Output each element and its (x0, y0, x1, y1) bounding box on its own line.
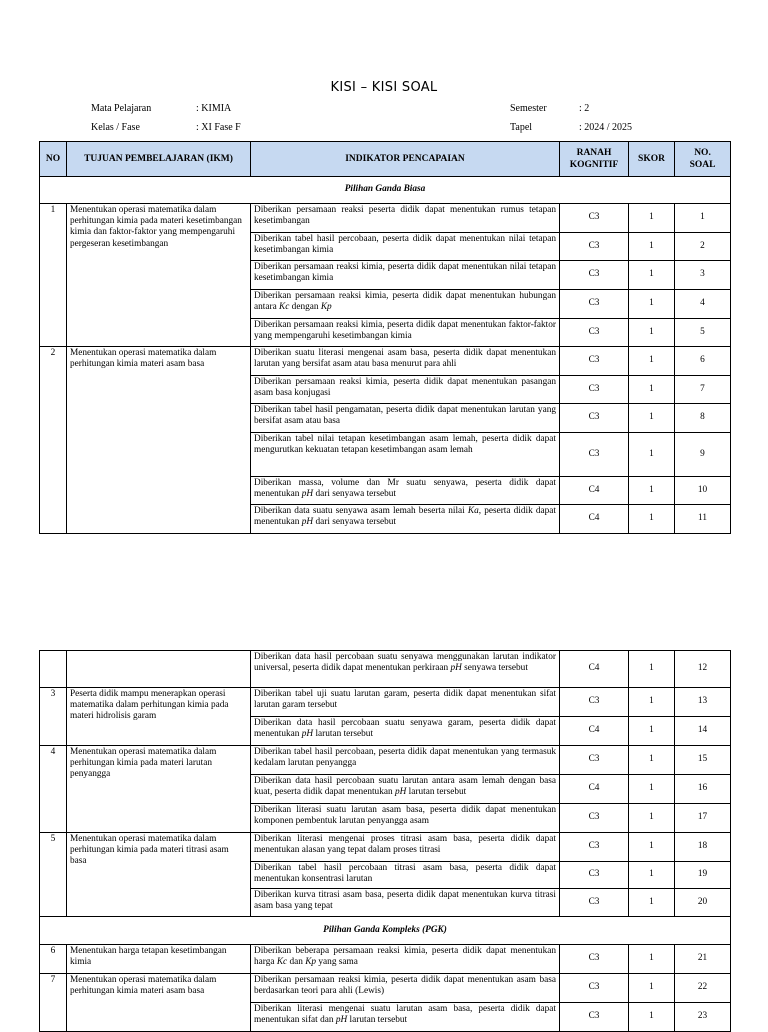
tujuan-number: 2 (40, 347, 67, 534)
semester-value: : 2 (579, 103, 590, 114)
table-row (40, 651, 731, 688)
nosoal-cell: 13 (675, 688, 731, 717)
ranah-cell: C4 (560, 505, 629, 534)
nosoal-cell: 5 (675, 319, 731, 347)
table-row (40, 347, 731, 376)
nosoal-cell: 16 (675, 775, 731, 804)
ranah-cell: C3 (560, 974, 629, 1003)
tujuan-number: 4 (40, 746, 67, 833)
nosoal-cell: 17 (675, 804, 731, 833)
mapel-label: Mata Pelajaran (91, 103, 152, 114)
skor-cell: 1 (629, 376, 675, 404)
indikator-text: Diberikan tabel hasil percobaan titrasi asam basa, peserta didik dapat menentukan konsentrasi larutan (251, 862, 560, 889)
ranah-cell: C3 (560, 404, 629, 433)
skor-cell: 1 (629, 290, 675, 319)
indikator-text: Diberikan literasi mengenai suatu larutan asam basa, peserta didik dapat menentukan sifat dan pH larutan tersebut (251, 1003, 560, 1032)
kisi-table-part-1 (39, 141, 731, 534)
tujuan-text: Menentukan operasi matematika dalam perhitungan kimia materi asam basa (67, 347, 251, 534)
indikator-text: Diberikan tabel hasil percobaan, peserta didik dapat menentukan yang termasuk kedalam larutan penyangga (251, 746, 560, 775)
skor-cell: 1 (629, 233, 675, 261)
nosoal-cell: 3 (675, 261, 731, 290)
nosoal-cell: 10 (675, 477, 731, 505)
nosoal-cell: 22 (675, 974, 731, 1003)
indikator-text: Diberikan suatu literasi mengenai asam basa, peserta didik dapat menentukan larutan yang bersifat asam atau basa menurut para ahli (251, 347, 560, 376)
indikator-text: Diberikan persamaan reaksi kimia, peserta didik dapat menentukan nilai tetapan kesetimbangan kimia (251, 261, 560, 290)
ranah-cell: C3 (560, 833, 629, 862)
indikator-text: Diberikan literasi suatu larutan asam basa, peserta didik dapat menentukan komponen pembentuk larutan penyangga asam (251, 804, 560, 833)
ranah-cell: C3 (560, 688, 629, 717)
ranah-cell: C3 (560, 204, 629, 233)
ranah-cell: C3 (560, 945, 629, 974)
indikator-text: Diberikan massa, volume dan Mr suatu senyawa, peserta didik dapat menentukan pH dari senyawa tersebut (251, 477, 560, 505)
header-tujuan: TUJUAN PEMBELAJARAN (IKM) (67, 142, 251, 177)
skor-cell: 1 (629, 404, 675, 433)
semester-label: Semester (510, 103, 547, 114)
kisi-table-part-2 (39, 650, 731, 1032)
skor-cell: 1 (629, 862, 675, 889)
ranah-cell: C3 (560, 233, 629, 261)
nosoal-cell: 20 (675, 889, 731, 917)
ranah-cell: C3 (560, 889, 629, 917)
ranah-cell: C4 (560, 717, 629, 746)
tujuan-text-empty (67, 651, 251, 688)
skor-cell: 1 (629, 261, 675, 290)
indikator-text: Diberikan tabel hasil pengamatan, peserta didik dapat menentukan larutan yang bersifat asam atau basa (251, 404, 560, 433)
skor-cell: 1 (629, 319, 675, 347)
skor-cell: 1 (629, 204, 675, 233)
skor-cell: 1 (629, 347, 675, 376)
ranah-cell: C3 (560, 1003, 629, 1032)
skor-cell: 1 (629, 717, 675, 746)
indikator-text: Diberikan tabel nilai tetapan kesetimbangan asam lemah, peserta didik dapat mengurutkan kekuatan tetapan kesetimbangan asam lemah (251, 433, 560, 477)
tujuan-number: 5 (40, 833, 67, 917)
header-indikator: INDIKATOR PENCAPAIAN (251, 142, 560, 177)
skor-cell: 1 (629, 889, 675, 917)
skor-cell: 1 (629, 651, 675, 688)
table-row (40, 746, 731, 775)
kelas-value: : XI Fase F (196, 122, 241, 133)
nosoal-cell: 8 (675, 404, 731, 433)
skor-cell: 1 (629, 505, 675, 534)
nosoal-cell: 14 (675, 717, 731, 746)
nosoal-cell: 23 (675, 1003, 731, 1032)
tapel-value: : 2024 / 2025 (579, 122, 633, 133)
ranah-cell: C3 (560, 376, 629, 404)
tujuan-text: Peserta didik mampu menerapkan operasi matematika dalam perhitungan kimia pada materi hidrolisis garam (67, 688, 251, 746)
document-title: KISI – KISI SOAL (330, 80, 438, 95)
nosoal-cell: 9 (675, 433, 731, 477)
nosoal-cell: 21 (675, 945, 731, 974)
skor-cell: 1 (629, 688, 675, 717)
indikator-text: Diberikan persamaan reaksi kimia, peserta didik dapat menentukan asam basa berdasarkan teori para ahli (Lewis) (251, 974, 560, 1003)
header-ranah: RANAH KOGNITIF (560, 142, 629, 177)
nosoal-cell: 6 (675, 347, 731, 376)
tujuan-text: Menentukan operasi matematika dalam perhitungan kimia pada materi titrasi asam basa (67, 833, 251, 917)
header-no-soal: NO. SOAL (675, 142, 731, 177)
table-row (40, 833, 731, 862)
ranah-cell: C3 (560, 347, 629, 376)
indikator-text: Diberikan data hasil percobaan suatu senyawa menggunakan larutan indikator universal, peserta didik dapat menentukan perkiraan pH senyawa tersebut (251, 651, 560, 688)
ranah-cell: C4 (560, 651, 629, 688)
skor-cell: 1 (629, 833, 675, 862)
ranah-cell: C3 (560, 433, 629, 477)
skor-cell: 1 (629, 804, 675, 833)
ranah-cell: C3 (560, 290, 629, 319)
kelas-label: Kelas / Fase (91, 122, 140, 133)
mapel-value: : KIMIA (196, 103, 232, 114)
header-no: NO (40, 142, 67, 177)
nosoal-cell: 4 (675, 290, 731, 319)
ranah-cell: C3 (560, 261, 629, 290)
nosoal-cell: 15 (675, 746, 731, 775)
indikator-text: Diberikan data hasil percobaan suatu senyawa garam, peserta didik dapat menentukan pH larutan tersebut (251, 717, 560, 746)
tujuan-number: 3 (40, 688, 67, 746)
table-row (40, 974, 731, 1003)
tujuan-number: 6 (40, 945, 67, 974)
ranah-cell: C3 (560, 746, 629, 775)
skor-cell: 1 (629, 433, 675, 477)
skor-cell: 1 (629, 477, 675, 505)
ranah-cell: C4 (560, 775, 629, 804)
indikator-text: Diberikan data hasil percobaan suatu larutan antara asam lemah dengan basa kuat, peserta didik dapat menentukan pH larutan tersebut (251, 775, 560, 804)
skor-cell: 1 (629, 746, 675, 775)
ranah-cell: C3 (560, 804, 629, 833)
nosoal-cell: 12 (675, 651, 731, 688)
tujuan-text: Menentukan harga tetapan kesetimbangan kimia (67, 945, 251, 974)
nosoal-cell: 18 (675, 833, 731, 862)
tujuan-number: 7 (40, 974, 67, 1032)
tujuan-text: Menentukan operasi matematika dalam perhitungan kimia pada materi larutan penyangga (67, 746, 251, 833)
table-row (40, 204, 731, 233)
indikator-text: Diberikan kurva titrasi asam basa, peserta didik dapat menentukan kurva titrasi asam basa yang tepat (251, 889, 560, 917)
nosoal-cell: 2 (675, 233, 731, 261)
indikator-text: Diberikan tabel hasil percobaan, peserta didik dapat menentukan nilai tetapan kesetimbangan kimia (251, 233, 560, 261)
section-pilihan-ganda: Pilihan Ganda Biasa (40, 177, 731, 204)
ranah-cell: C3 (560, 862, 629, 889)
section-pgk: Pilihan Ganda Kompleks (PGK) (40, 917, 731, 945)
tujuan-text: Menentukan operasi matematika dalam perhitungan kimia materi asam basa (67, 974, 251, 1032)
indikator-text: Diberikan beberapa persamaan reaksi kimia, peserta didik dapat menentukan harga Kc dan Kp yang sama (251, 945, 560, 974)
indikator-text: Diberikan data suatu senyawa asam lemah beserta nilai Ka, peserta didik dapat menentukan pH dari senyawa tersebut (251, 505, 560, 534)
tujuan-number-empty (40, 651, 67, 688)
indikator-text: Diberikan tabel uji suatu larutan garam, peserta didik dapat menentukan sifat larutan garam tersebut (251, 688, 560, 717)
nosoal-cell: 11 (675, 505, 731, 534)
header-skor: SKOR (629, 142, 675, 177)
tujuan-text: Menentukan operasi matematika dalam perhitungan kimia pada materi kesetimbangan kimia dan faktor-faktor yang mempengaruhi pergeseran kesetimbangan (67, 204, 251, 347)
nosoal-cell: 19 (675, 862, 731, 889)
indikator-text: Diberikan literasi mengenai proses titrasi asam basa, peserta didik dapat menentukan alasan yang tepat dalam proses titrasi (251, 833, 560, 862)
indikator-text: Diberikan persamaan reaksi peserta didik dapat menentukan rumus tetapan kesetimbangan (251, 204, 560, 233)
tapel-label: Tapel (510, 122, 533, 133)
indikator-text: Diberikan persamaan reaksi kimia, peserta didik dapat menentukan pasangan asam basa konjugasi (251, 376, 560, 404)
indikator-text: Diberikan persamaan reaksi kimia, peserta didik dapat menentukan hubungan antara Kc dengan Kp (251, 290, 560, 319)
nosoal-cell: 7 (675, 376, 731, 404)
skor-cell: 1 (629, 1003, 675, 1032)
ranah-cell: C3 (560, 319, 629, 347)
indikator-text: Diberikan persamaan reaksi kimia, peserta didik dapat menentukan faktor-faktor yang mempengaruhi kesetimbangan kimia (251, 319, 560, 347)
skor-cell: 1 (629, 974, 675, 1003)
skor-cell: 1 (629, 775, 675, 804)
skor-cell: 1 (629, 945, 675, 974)
ranah-cell: C4 (560, 477, 629, 505)
tujuan-number: 1 (40, 204, 67, 347)
table-row (40, 945, 731, 974)
nosoal-cell: 1 (675, 204, 731, 233)
table-row (40, 688, 731, 717)
